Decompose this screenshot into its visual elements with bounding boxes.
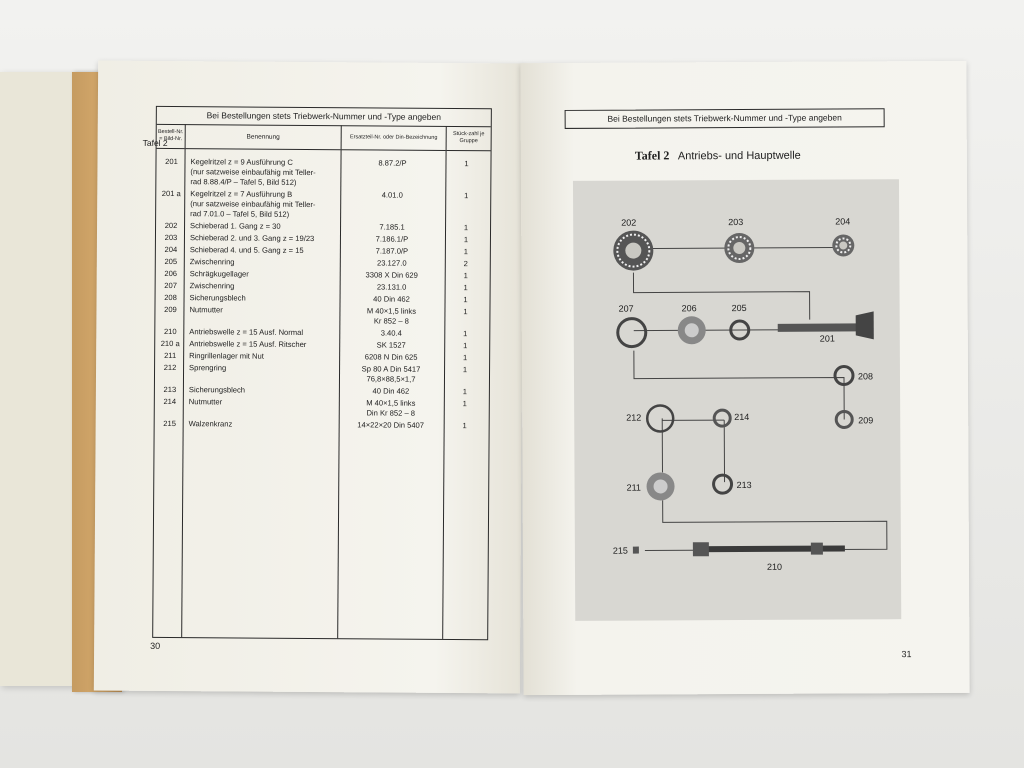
- part-label: 211: [626, 482, 641, 493]
- quantity: 1: [463, 341, 468, 351]
- part-name: [189, 351, 339, 362]
- column-header-ersatzteil: Ersatzteil-Nr. oder Din-Bezeichnung: [342, 125, 446, 151]
- part-name: [189, 305, 339, 316]
- part-number: 202: [164, 220, 178, 231]
- spare-part-number: [341, 352, 441, 363]
- part-name: [190, 281, 340, 292]
- part-name-line: Antriebswelle z = 15 Ausf. Ritscher: [189, 339, 307, 349]
- spare-part-line: M 40×1,5 links: [366, 306, 417, 316]
- parts-table: [152, 106, 492, 640]
- spare-part-number: [341, 306, 441, 327]
- spare-part-number: [341, 398, 441, 419]
- table-row: [156, 157, 490, 191]
- part-name: [190, 257, 340, 268]
- part-name-line: Schrägkugellager: [189, 269, 249, 279]
- part-name-line: (nur satzweise einbaufähig mit Teller-: [190, 167, 316, 178]
- spare-part-number: [342, 158, 442, 169]
- part-number: 212: [163, 362, 177, 373]
- spare-part-number: [341, 340, 441, 351]
- quantity: 1: [462, 387, 468, 397]
- part-name: [190, 293, 340, 304]
- spare-part-line: 7.185.1: [379, 222, 405, 232]
- order-note-box: Bei Bestellungen stets Triebwerk-Nummer und -Type angeben: [565, 108, 885, 129]
- part-name: [189, 385, 339, 396]
- part-name-line: (nur satzweise einbaufähig mit Teller-: [190, 199, 316, 210]
- bearing-211-icon: [646, 472, 674, 500]
- quantity: 1: [462, 399, 467, 409]
- part-name-line: Nutmutter: [188, 397, 223, 407]
- page-number-right: 31: [901, 649, 912, 660]
- spare-part-line: SK 1527: [376, 340, 406, 350]
- part-number: 207: [164, 280, 177, 291]
- part-number: 210: [163, 326, 177, 337]
- spare-part-line: 3308 X Din 629: [365, 270, 418, 280]
- part-name: [190, 221, 340, 232]
- table-row: [155, 305, 489, 329]
- quantity: 1: [462, 421, 467, 431]
- spare-part-line: Kr 852 – 8: [373, 316, 409, 326]
- part-name-line: Ringrillenlager mit Nut: [189, 351, 264, 361]
- washer-213-icon: [714, 475, 732, 493]
- spare-part-number: [342, 258, 442, 269]
- part-name-line: Schieberad 1. Gang z = 30: [190, 221, 281, 231]
- spare-part-number: [342, 190, 442, 201]
- part-number: 203: [164, 232, 178, 243]
- spare-part-number: [342, 222, 442, 233]
- spare-part-line: Din Kr 852 – 8: [366, 408, 416, 418]
- spare-part-line: M 40×1,5 links: [366, 398, 416, 408]
- part-name: [190, 245, 340, 256]
- table-row: [155, 397, 489, 421]
- spare-part-line: 7.186.1/P: [375, 234, 409, 244]
- part-label: 201: [819, 333, 835, 344]
- spare-part-line: 6208 N Din 625: [364, 352, 418, 362]
- quantity: 2: [463, 259, 468, 269]
- part-number: 210 a: [160, 338, 180, 349]
- part-label: 207: [618, 303, 634, 314]
- connector-lines: [633, 247, 887, 550]
- bearing-206-icon: [678, 316, 706, 344]
- quantity: 1: [463, 307, 468, 317]
- part-name: [190, 157, 340, 188]
- part-name: [190, 269, 340, 280]
- table-row: [156, 189, 490, 223]
- part-number: 208: [164, 292, 177, 303]
- part-name: [189, 419, 339, 430]
- part-name-line: Kegelritzel z = 7 Ausführung B: [190, 189, 293, 199]
- part-number: 215: [163, 418, 177, 429]
- page-number-left: 30: [150, 640, 161, 651]
- spare-part-line: 8.87.2/P: [378, 158, 407, 168]
- part-name: [189, 339, 339, 350]
- part-label: 210: [766, 561, 783, 572]
- quantity: 1: [463, 223, 469, 233]
- quantity: 1: [463, 247, 469, 257]
- spare-part-number: [342, 294, 442, 305]
- spare-part-line: 14×22×20 Din 5407: [357, 420, 425, 430]
- quantity: 1: [463, 271, 468, 281]
- ring-207-icon: [618, 319, 646, 347]
- nut-214-icon: [714, 410, 730, 426]
- part-name-line: Nutmutter: [189, 305, 223, 315]
- column-header-qty: Stück-zahl je Gruppe: [447, 126, 491, 151]
- part-name-line: Antriebswelle z = 15 Ausf. Normal: [189, 327, 304, 337]
- spare-part-line: Sp 80 A Din 5417: [361, 364, 421, 374]
- order-note: Bei Bestellungen stets Triebwerk-Nummer und -Type angeben: [157, 107, 491, 127]
- part-name: [189, 397, 339, 408]
- spare-part-line: 40 Din 462: [373, 294, 410, 304]
- exploded-parts-photo: [573, 179, 901, 621]
- parts-rows: [155, 157, 491, 433]
- spare-part-number: [341, 420, 441, 431]
- table-row: [155, 363, 489, 387]
- spare-part-number: [342, 282, 442, 293]
- spare-part-number: [342, 246, 442, 257]
- part-label: 212: [626, 412, 642, 423]
- roller-215-icon: [633, 547, 639, 554]
- part-label: 204: [835, 216, 851, 227]
- snap-ring-212-icon: [647, 405, 673, 431]
- quantity: 1: [463, 235, 469, 245]
- figure-title-tafel: Tafel 2: [634, 148, 670, 163]
- spare-part-line: 76,8×88,5×1,7: [366, 374, 416, 384]
- part-name-line: Sicherungsblech: [189, 293, 246, 303]
- part-number: 209: [164, 304, 177, 315]
- part-name-line: Schieberad 2. und 3. Gang z = 19/23: [189, 233, 315, 244]
- part-number: 201 a: [161, 188, 181, 199]
- tafel-label: Tafel 2: [142, 137, 168, 149]
- spare-part-number: [341, 364, 441, 385]
- quantity: 1: [463, 295, 468, 305]
- quantity: 1: [463, 329, 468, 339]
- part-name: [190, 233, 340, 244]
- part-label: 206: [681, 303, 697, 314]
- part-name-line: Sprengring: [189, 363, 227, 373]
- spare-part-line: 23.131.0: [376, 282, 407, 292]
- spare-part-line: 23.127.0: [376, 258, 407, 268]
- spare-part-number: [341, 328, 441, 339]
- column-header-name: Benennung: [186, 124, 341, 150]
- table-row: [155, 419, 489, 433]
- part-label: 202: [621, 217, 637, 228]
- spare-part-line: 7.187.0/P: [375, 246, 409, 256]
- column-header-nr: Bestell-Nr. = Bild-Nr.: [157, 124, 185, 149]
- part-name-line: Sicherungsblech: [188, 385, 246, 395]
- part-name-line: Walzenkranz: [188, 419, 233, 429]
- part-label: 214: [734, 411, 750, 423]
- part-number: 211: [164, 350, 177, 361]
- spare-part-line: 4.01.0: [381, 190, 403, 200]
- part-number: 201: [165, 156, 178, 167]
- quantity: 1: [463, 283, 468, 293]
- quantity: 1: [462, 353, 468, 363]
- part-number: 214: [163, 396, 177, 407]
- part-label: 209: [858, 415, 874, 426]
- part-label: 213: [736, 479, 752, 491]
- spare-part-line: 40 Din 462: [372, 386, 410, 396]
- part-label: 205: [731, 302, 747, 314]
- gear-203-icon: [724, 233, 754, 263]
- part-number: 204: [164, 244, 178, 255]
- spare-part-number: [341, 386, 441, 397]
- figure-title: [635, 148, 801, 164]
- spare-part-number: [342, 270, 442, 281]
- gear-204-icon: [832, 234, 854, 256]
- drive-shaft-210-icon: [693, 541, 845, 556]
- part-name-line: Zwischenring: [189, 281, 235, 291]
- part-name-line: rad 7.01.0 – Tafel 5, Bild 512): [190, 209, 290, 219]
- figure-title-text: Antriebs- und Hauptwelle: [677, 149, 801, 163]
- part-name: [189, 363, 339, 374]
- part-name-line: Zwischenring: [189, 257, 235, 267]
- part-label: 203: [728, 217, 744, 228]
- part-name: [189, 327, 339, 338]
- part-label: 215: [612, 545, 628, 556]
- gear-202-icon: [613, 230, 653, 270]
- right-page: [520, 61, 969, 695]
- spare-part-number: [342, 234, 442, 245]
- quantity: 1: [464, 159, 469, 169]
- part-label: 208: [857, 371, 874, 382]
- quantity: 1: [464, 191, 469, 201]
- part-name: [190, 189, 340, 220]
- left-page: [94, 61, 524, 694]
- part-name-line: Kegelritzel z = 9 Ausführung C: [190, 157, 293, 167]
- part-number: 205: [164, 256, 178, 267]
- part-name-line: rad 8.88.4/P – Tafel 5, Bild 512): [190, 177, 297, 187]
- parts-diagram: [573, 179, 901, 621]
- quantity: 1: [462, 365, 468, 375]
- spare-part-line: 3.40.4: [380, 328, 402, 338]
- part-number: 206: [164, 268, 178, 279]
- part-number: 213: [163, 384, 177, 395]
- part-name-line: Schieberad 4. und 5. Gang z = 15: [189, 245, 304, 255]
